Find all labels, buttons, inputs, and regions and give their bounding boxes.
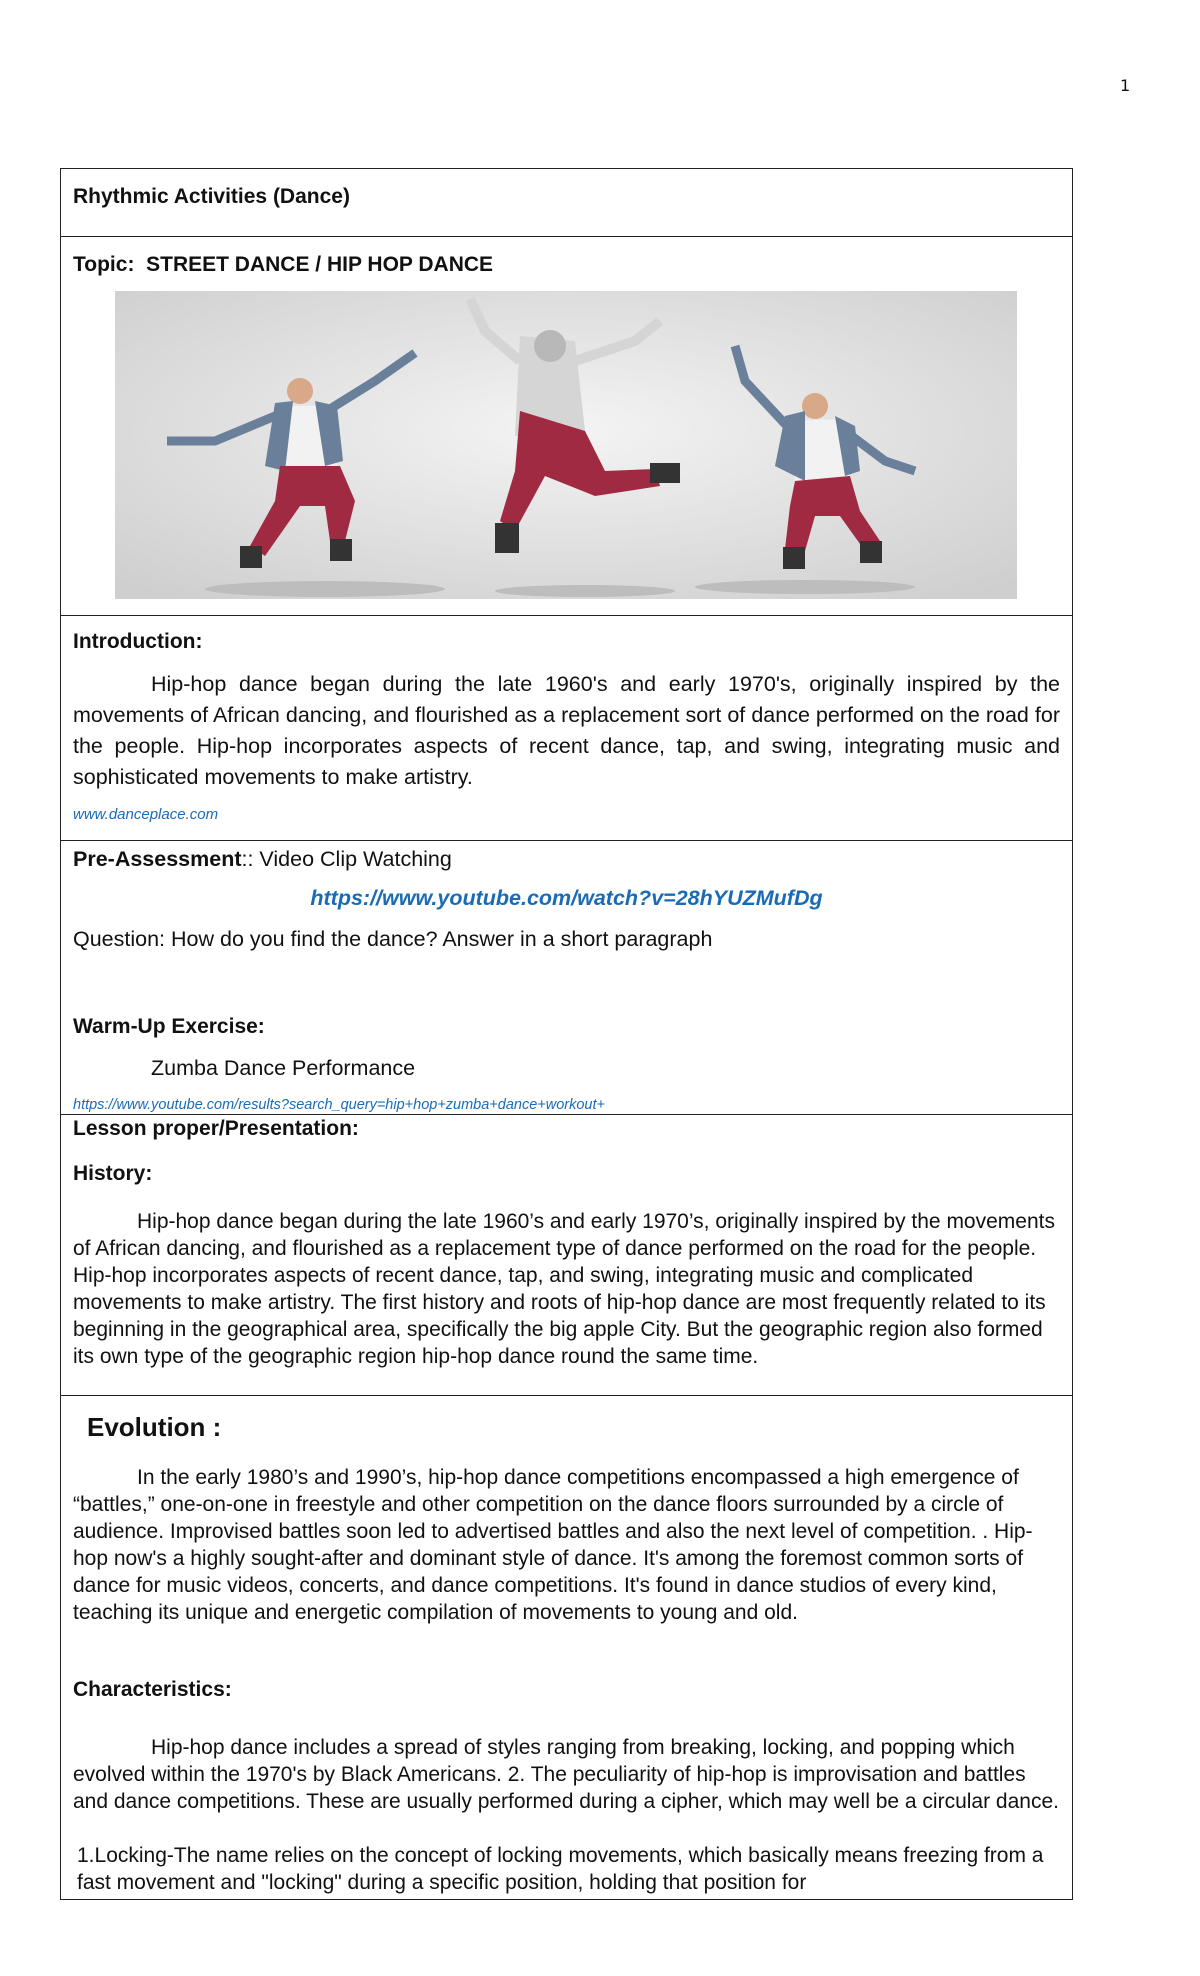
introduction-text: Hip-hop dance began during the late 1960's and early 1970's, originally inspired by the movements of African dancing, and flourished as a replacement sort of dance performed on the road for the people. Hip-hop incorporates aspects of recent dance, tap, and swing, integrating music and sophisticated movements to make artistry.: [73, 672, 1060, 789]
introduction-heading: Introduction:: [73, 630, 203, 653]
lesson-cell: [60, 1114, 1073, 1396]
introduction-cell: [60, 615, 1073, 841]
warm-up-video-link[interactable]: https://www.youtube.com/results?search_query=hip+hop+zumba+dance+workout+: [73, 1097, 605, 1113]
lesson-heading: Lesson proper/Presentation:: [73, 1117, 359, 1140]
topic-label: Topic:: [73, 253, 135, 276]
characteristics-heading: Characteristics:: [73, 1678, 232, 1701]
pre-assessment-suffix: :: Video Clip Watching: [241, 847, 452, 871]
pre-assessment-line: [73, 847, 452, 872]
pre-assessment-cell: [60, 840, 1073, 1115]
pre-assessment-heading: Pre-Assessment: [73, 847, 242, 871]
characteristics-text: Hip-hop dance includes a spread of styles ranging from breaking, locking, and popping which evolved within the 1970's by Black Americans. 2. The peculiarity of hip-hop is improvisation and battles and dance competitions. These are usually performed during a cipher, which may well be a circular dance.: [73, 1736, 1059, 1813]
topic-line: [73, 253, 493, 277]
document-title: Rhythmic Activities (Dance): [73, 185, 350, 208]
evolution-cell: [60, 1395, 1073, 1900]
dancers-photo-icon: [115, 291, 1017, 599]
header-cell: [60, 168, 1073, 237]
pre-assessment-video-link[interactable]: https://www.youtube.com/watch?v=28hYUZMufDg: [310, 886, 823, 910]
warm-up-heading: Warm-Up Exercise:: [73, 1015, 265, 1038]
pre-assessment-question: Question: How do you find the dance? Answer in a short paragraph: [73, 927, 713, 951]
evolution-heading: Evolution :: [87, 1412, 222, 1442]
locking-text: 1.Locking-The name relies on the concept of locking movements, which basically means freezing from a fast movement and "locking" during a specific position, holding that position for: [77, 1844, 1044, 1894]
warm-up-activity: Zumba Dance Performance: [151, 1056, 416, 1080]
topic-value: STREET DANCE / HIP HOP DANCE: [146, 253, 494, 276]
introduction-source-link[interactable]: www.danceplace.com: [73, 806, 219, 823]
page-number: 1: [1120, 76, 1131, 95]
history-heading: History:: [73, 1162, 153, 1185]
history-text: Hip-hop dance began during the late 1960’s and early 1970’s, originally inspired by the movements of African dancing, and flourished as a replacement type of dance performed on the road for the people. Hip-hop incorporates aspects of recent dance, tap, and swing, integrating music and complicated movements to make artistry. The first history and roots of hip-hop dance are most frequently related to its beginning in the geographical area, specifically the big apple City. But the geographic region also formed its own type of the geographic region hip-hop dance round the same time.: [73, 1210, 1055, 1368]
evolution-text: In the early 1980’s and 1990’s, hip-hop dance competitions encompassed a high emergence of “battles,” one-on-one in freestyle and other competition on the dance floors surrounded by a circle of audience. Improvised battles soon led to advertised battles and also the next level of competition. . Hip-hop now's a highly sought-after and dominant style of dance. It's among the foremost common sorts of dance for music videos, concerts, and dance competitions. It's found in dance studios of every kind, teaching its unique and energetic compilation of movements to young and old.: [73, 1466, 1033, 1624]
